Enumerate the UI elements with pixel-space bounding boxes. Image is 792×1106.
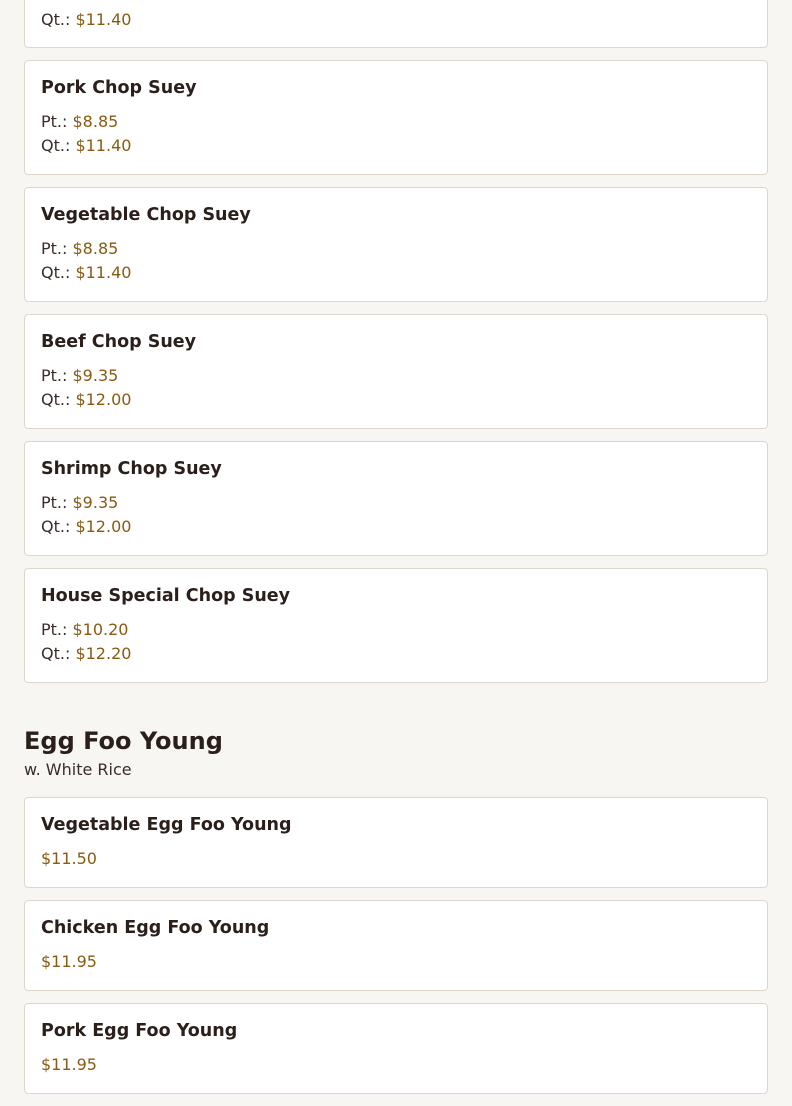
menu-item-name: Vegetable Egg Foo Young [41, 815, 292, 835]
menu-item-card[interactable] [24, 568, 768, 683]
menu-item-prices [41, 237, 751, 285]
pint-label: Pt.: [41, 493, 68, 512]
menu-item-card[interactable] [24, 797, 768, 888]
quart-price-line [41, 134, 751, 158]
menu-item-name: Pork Egg Foo Young [41, 1021, 238, 1041]
quart-price-line [41, 642, 751, 666]
menu-item-prices [41, 491, 751, 539]
quart-label: Qt.: [41, 263, 71, 282]
quart-label: Qt.: [41, 136, 71, 155]
pint-price-line [41, 618, 751, 642]
section-title: Egg Foo Young [24, 727, 223, 755]
menu-item-card[interactable] [24, 314, 768, 429]
quart-price: $11.40 [75, 136, 132, 155]
menu-item-prices [41, 618, 751, 666]
quart-price-line [41, 8, 131, 32]
menu-item-name: Shrimp Chop Suey [41, 459, 222, 479]
quart-label: Qt.: [41, 10, 71, 29]
quart-price: $11.40 [75, 263, 132, 282]
quart-price: $12.00 [75, 390, 132, 409]
menu-item-name: House Special Chop Suey [41, 586, 291, 606]
menu-item-price: $11.95 [41, 952, 97, 971]
menu-item-name: Beef Chop Suey [41, 332, 197, 352]
menu-item-card[interactable] [24, 900, 768, 991]
menu-item-prices [41, 364, 751, 412]
pint-price-line [41, 491, 751, 515]
section-header-egg-foo-young [24, 725, 792, 781]
menu-item-name: Pork Chop Suey [41, 78, 197, 98]
pint-label: Pt.: [41, 620, 68, 639]
pint-price: $9.35 [72, 366, 119, 385]
menu-item-card[interactable] [24, 60, 768, 175]
quart-label: Qt.: [41, 390, 71, 409]
pint-price-line [41, 237, 751, 261]
menu-item-price: $11.95 [41, 1055, 97, 1074]
section-subtitle: w. White Rice [24, 760, 132, 779]
menu-item-name: Vegetable Chop Suey [41, 205, 251, 225]
menu-item-price: $11.50 [41, 849, 97, 868]
menu-item-card[interactable] [24, 0, 768, 48]
quart-label: Qt.: [41, 517, 71, 536]
quart-price-line [41, 515, 751, 539]
pint-price: $8.85 [72, 112, 119, 131]
menu-item-prices [41, 110, 751, 158]
quart-label: Qt.: [41, 644, 71, 663]
pint-label: Pt.: [41, 366, 68, 385]
quart-price: $11.40 [75, 10, 132, 29]
pint-price: $10.20 [72, 620, 129, 639]
pint-price: $9.35 [72, 493, 119, 512]
quart-price: $12.20 [75, 644, 132, 663]
quart-price: $12.00 [75, 517, 132, 536]
pint-label: Pt.: [41, 239, 68, 258]
menu-item-name: Chicken Egg Foo Young [41, 918, 270, 938]
pint-price-line [41, 364, 751, 388]
menu-item-card[interactable] [24, 187, 768, 302]
pint-price-line [41, 110, 751, 134]
quart-price-line [41, 388, 751, 412]
menu-item-card[interactable] [24, 1003, 768, 1094]
pint-price: $8.85 [72, 239, 119, 258]
quart-price-line [41, 261, 751, 285]
menu-item-card[interactable] [24, 441, 768, 556]
pint-label: Pt.: [41, 112, 68, 131]
